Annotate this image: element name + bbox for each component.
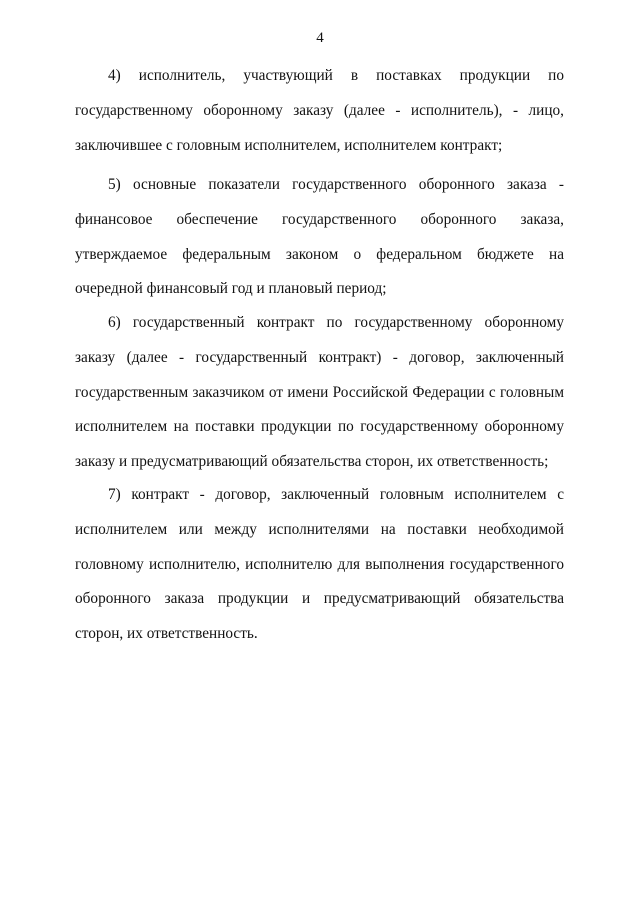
paragraph-item-7: 7) контракт - договор, заключенный головным исполнителем с исполнителем или между исполнителями на поставки необходимой головному исполнителю, исполнителю для выполнения государственного оборонного заказа продукции и предусматривающий обязательства сторон, их ответственность. xyxy=(75,486,564,643)
paragraph-item-4: 4) исполнитель, участвующий в поставках продукции по государственному оборонному заказу (далее - исполнитель), - лицо, заключившее с головным исполнителем, исполнителем контракт; xyxy=(75,67,564,154)
paragraph-item-5: 5) основные показатели государственного оборонного заказа - финансовое обеспечение государственного оборонного заказа, утверждаемое федеральным законом о федеральном бюджете на очередной финансовый год и плановый период; xyxy=(75,176,564,298)
page-number: 4 xyxy=(316,30,324,46)
paragraph-item-6: 6) государственный контракт по государственному оборонному заказу (далее - государственный контракт) - договор, заключенный государственным заказчиком от имени Российской Федерации с головным исполнителем на поставки продукции по государственному оборонному заказу и предусматривающий обязательства сторон, их ответственность; xyxy=(75,314,564,471)
